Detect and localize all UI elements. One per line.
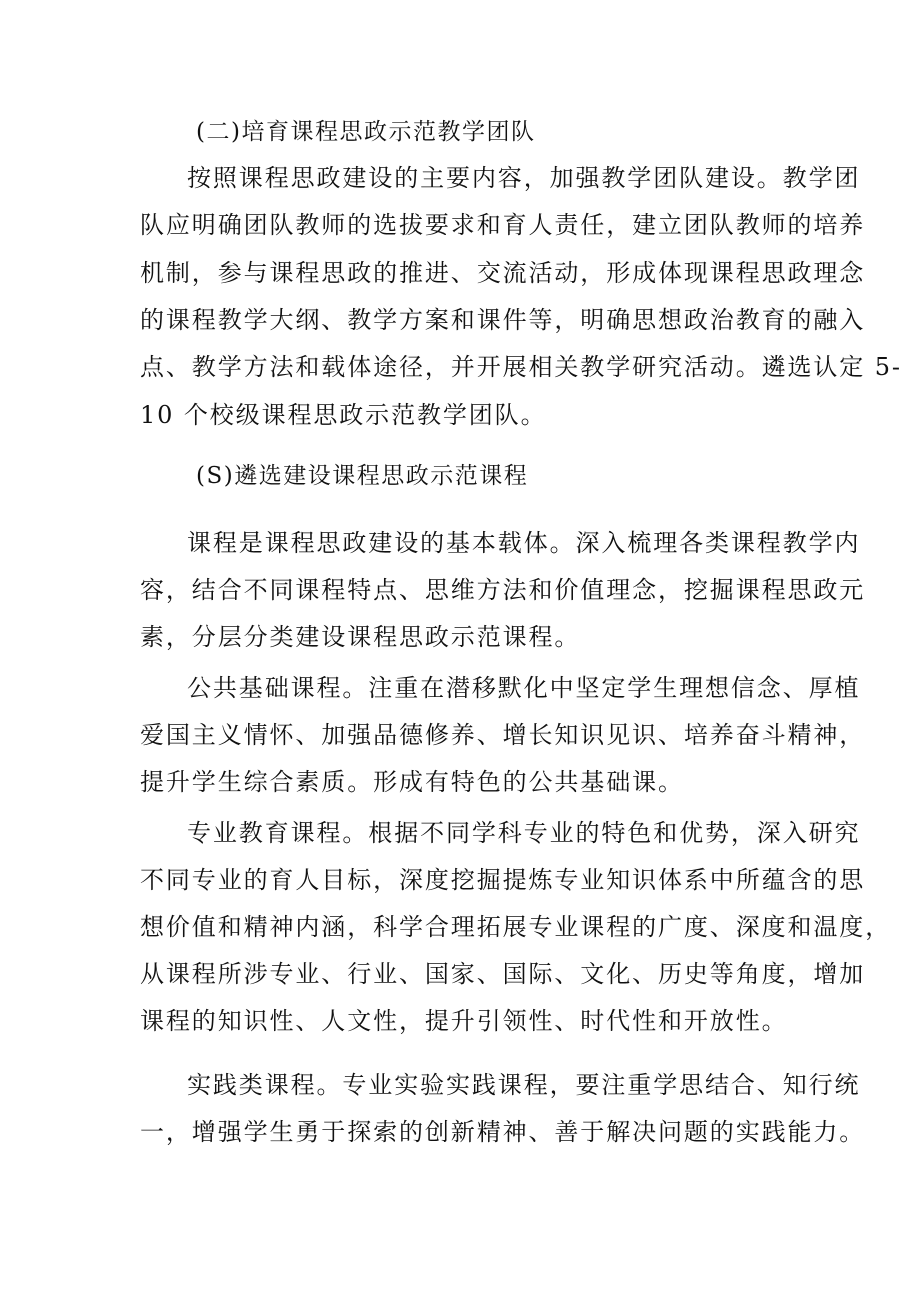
paragraph-line: 按照课程思政建设的主要内容，加强教学团队建设。教学团 (187, 164, 861, 192)
paragraph-line: 不同专业的育人目标，深度挖掘提炼专业知识体系中所蕴含的思 (140, 866, 866, 894)
paragraph-line: 一，增强学生勇于探索的创新精神、善于解决问题的实践能力。 (140, 1118, 866, 1146)
paragraph-line: 机制，参与课程思政的推进、交流活动，形成体现课程思政理念 (140, 259, 866, 287)
paragraph-line: 爱国主义情怀、加强品德修养、增长知识见识、培养奋斗精神， (140, 721, 866, 749)
paragraph-line: 课程是课程思政建设的基本载体。深入梳理各类课程教学内 (187, 529, 861, 557)
paragraph-line: 的课程教学大纲、教学方案和课件等，明确思想政治教育的融入 (140, 306, 866, 334)
section-heading-2: (二)培育课程思政示范教学团队 (196, 119, 536, 145)
paragraph-line: 实践类课程。专业实验实践课程，要注重学思结合、知行统 (187, 1071, 861, 1099)
paragraph-line: 提升学生综合素质。形成有特色的公共基础课。 (140, 768, 684, 796)
paragraph-line: 容，结合不同课程特点、思维方法和价值理念，挖掘课程思政元 (140, 576, 866, 604)
paragraph-line: 点、教学方法和载体途径，并开展相关教学研究活动。遴选认定 5- (140, 353, 902, 381)
section-heading-3: (S)遴选建设课程思政示范课程 (196, 463, 529, 489)
paragraph-line: 10 个校级课程思政示范教学团队。 (140, 401, 547, 429)
paragraph-line: 想价值和精神内涵，科学合理拓展专业课程的广度、深度和温度， (140, 913, 892, 941)
paragraph-line: 专业教育课程。根据不同学科专业的特色和优势，深入研究 (187, 819, 861, 847)
paragraph-line: 素，分层分类建设课程思政示范课程。 (140, 623, 581, 651)
paragraph-line: 公共基础课程。注重在潜移默化中坚定学生理想信念、厚植 (187, 674, 861, 702)
paragraph-line: 课程的知识性、人文性，提升引领性、时代性和开放性。 (140, 1007, 788, 1035)
paragraph-line: 队应明确团队教师的选拔要求和育人责任，建立团队教师的培养 (140, 211, 866, 239)
paragraph-line: 从课程所涉专业、行业、国家、国际、文化、历史等角度，增加 (140, 960, 866, 988)
